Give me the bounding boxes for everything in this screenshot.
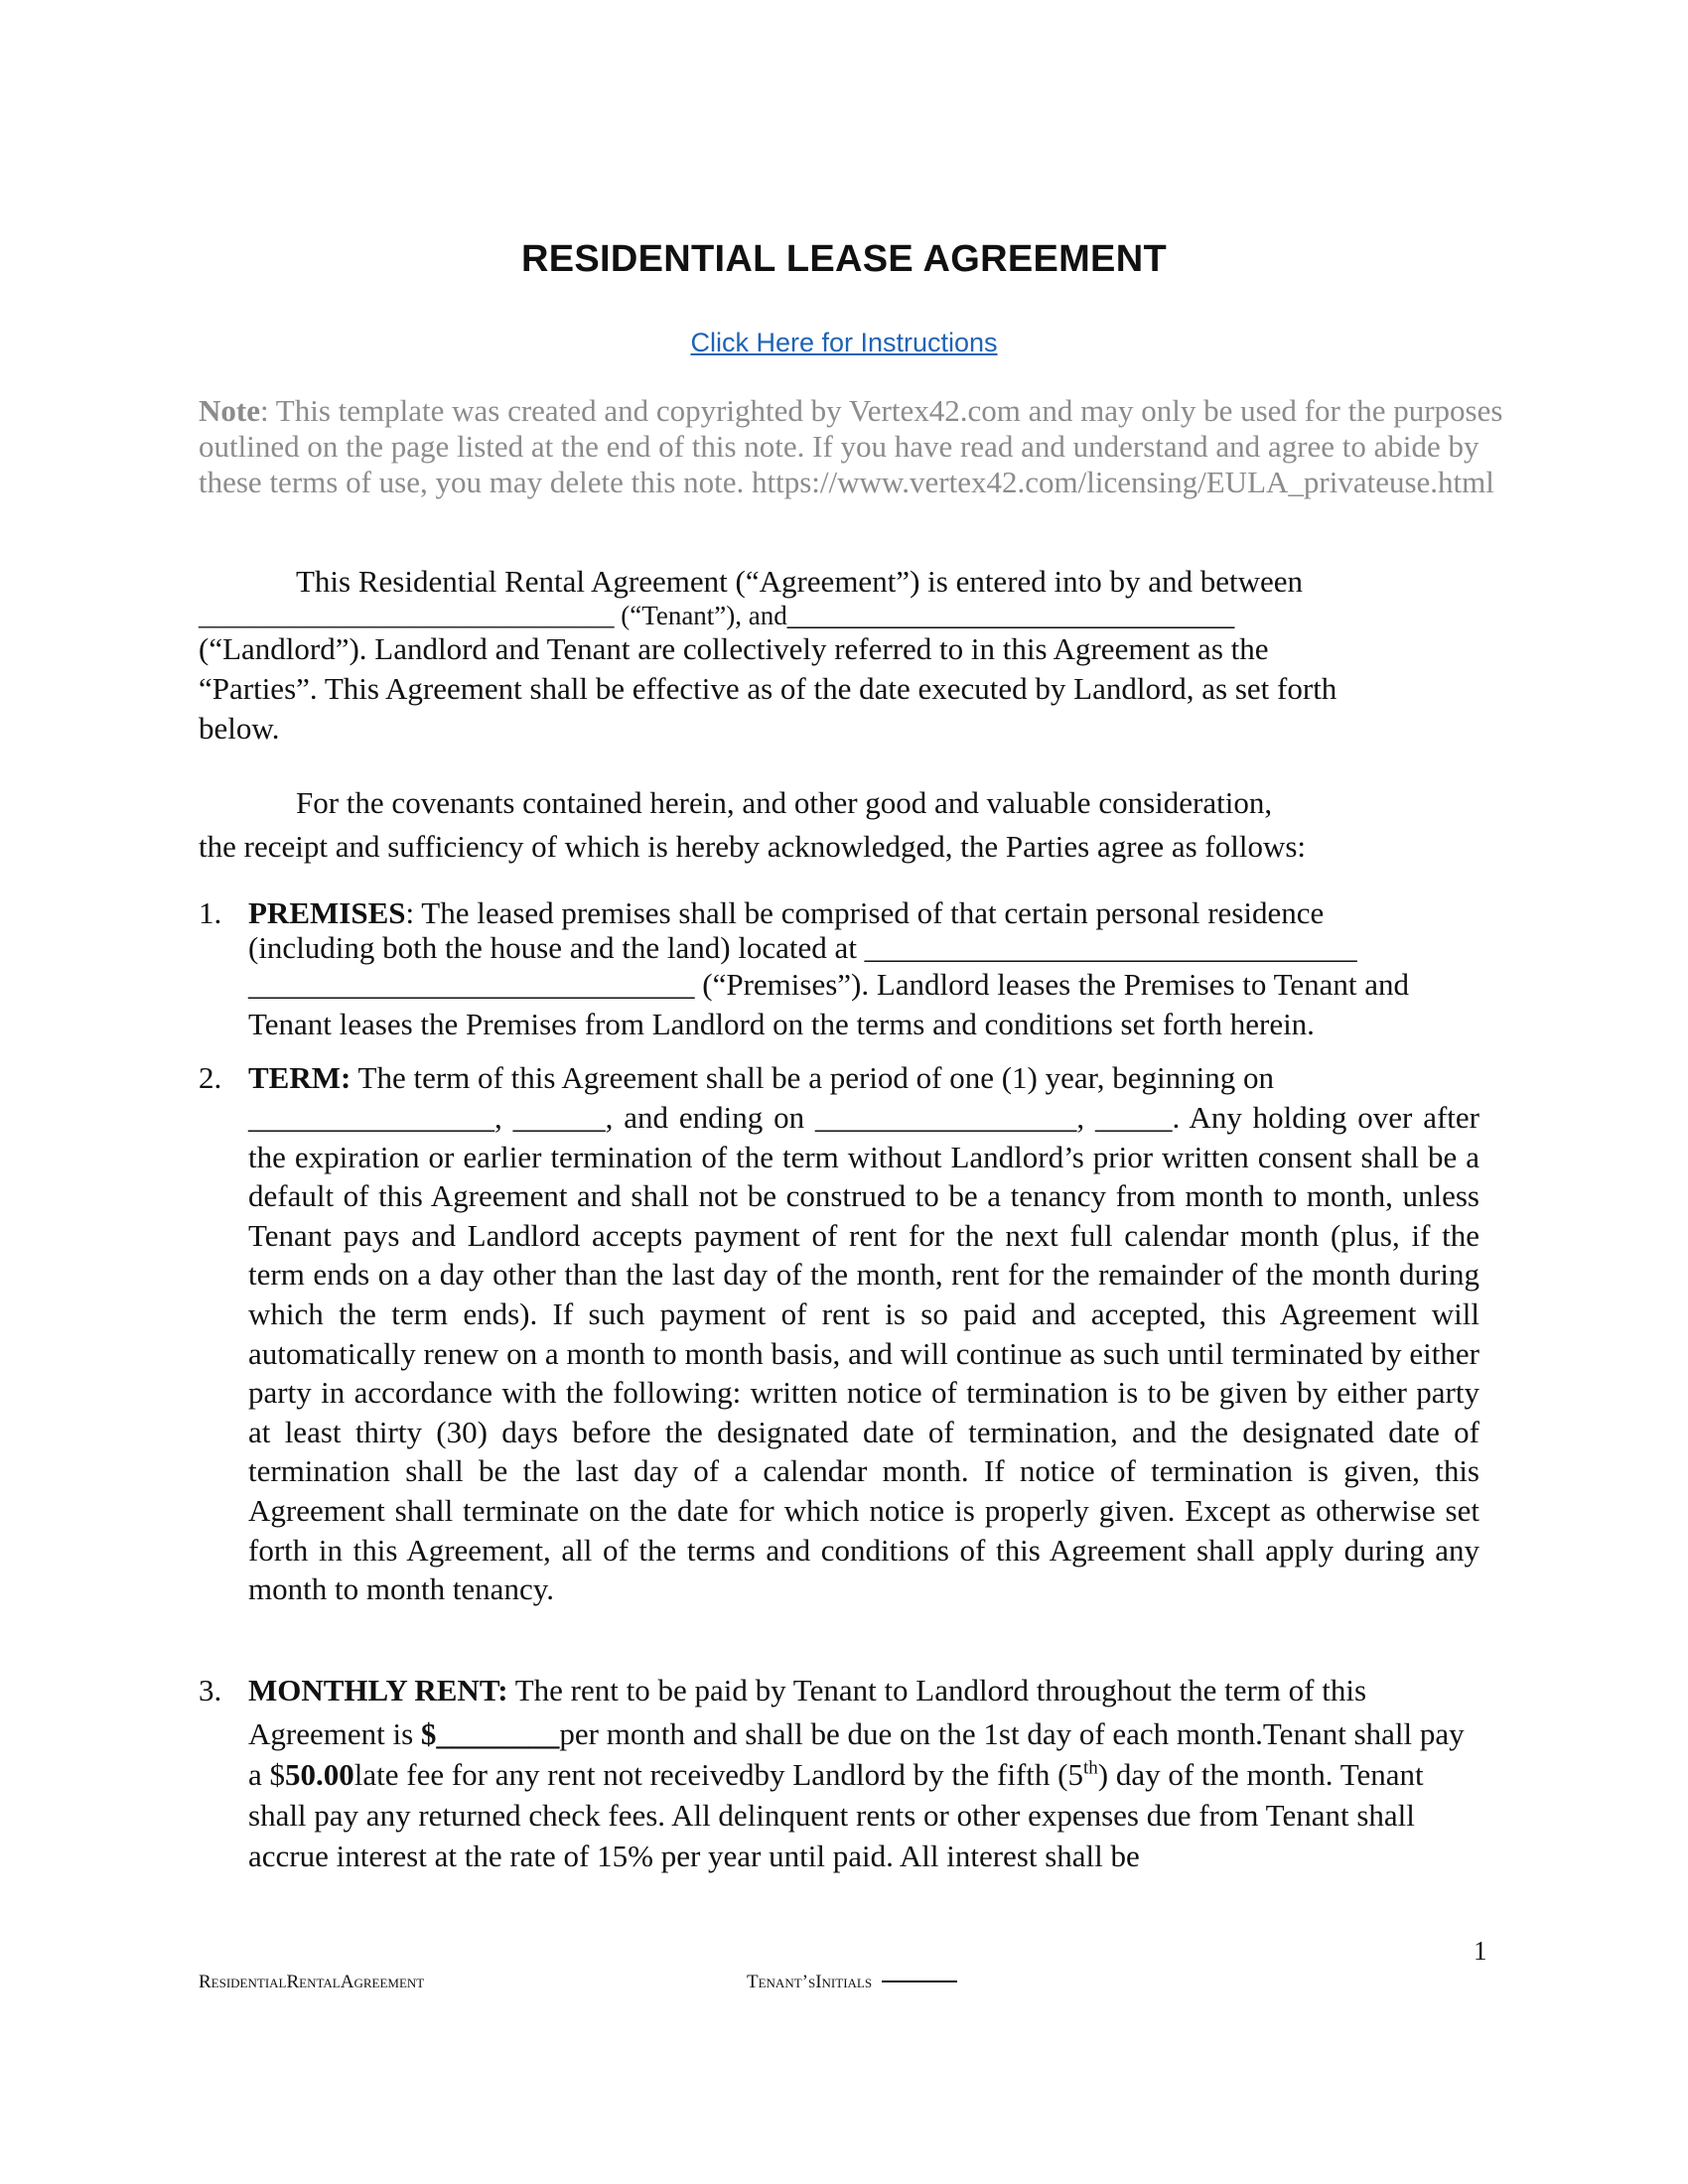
- section-1-line-4: Tenant leases the Premises from Landlord on the terms and conditions set forth herein.: [248, 1007, 1315, 1041]
- section-2-text: The term of this Agreement shall be a period of one (1) year, beginning on: [351, 1060, 1274, 1095]
- section-1-number: 1.: [199, 895, 222, 930]
- tenant-label: (“Tenant”), and: [614, 601, 787, 630]
- intro-line-2: [199, 597, 1234, 632]
- section-1-text: : The leased premises shall be comprised of that certain personal residence: [405, 895, 1325, 930]
- section-2-number: 2.: [199, 1060, 222, 1095]
- rent-text-2: per month and shall be due on the 1st day of each month.Tenant shall pay a $: [248, 1716, 1465, 1792]
- intro-line-5: below.: [199, 711, 280, 746]
- section-3-text: The rent to be paid by Tenant to Landlord throughout the term of this: [507, 1673, 1367, 1707]
- section-1-line-1: [248, 895, 1324, 931]
- covenants-line-2: the receipt and sufficiency of which is hereby acknowledged, the Parties agree as follows:: [199, 829, 1307, 864]
- rent-text-1: Agreement is: [248, 1716, 421, 1751]
- document-title: RESIDENTIAL LEASE AGREEMENT: [521, 238, 1167, 280]
- covenants-line-1: For the covenants contained herein, and other good and valuable consideration,: [296, 785, 1273, 820]
- section-1-line-3: _____________________________ (“Premises”). Landlord leases the Premises to Tenant and: [248, 967, 1410, 1002]
- section-2-body: ________________, ______, and ending on _________________, _____. Any holding over after the expiration or earlier termination of the term without Landlord’s prior written consent shall be a default of this Agreement and shall not be construed to be a tenancy from month to month, unless Tenant pays and Landlord accepts payment of rent for the next full calendar month (plus, if the term ends on a day other than the last day of the month, rent for the remainder of the month during which the term ends). If such payment of rent is so paid and accepted, this Agreement will automatically renew on a month to month basis, and will continue as such until terminated by either party in accordance with the following: written notice of termination is to be given by either party at least thirty (30) days before the designated date of termination, and the designated date of termination shall be the last day of a calendar month. If notice of termination is given, this Agreement shall terminate on the date for which notice is properly given. Except as otherwise set forth in this Agreement, all of the terms and conditions of this Agreement shall apply during any month to month tenancy.: [248, 1100, 1479, 1607]
- note-label: Note: [199, 393, 260, 428]
- section-3-number: 3.: [199, 1673, 222, 1707]
- section-2-heading: TERM:: [248, 1060, 352, 1095]
- section-3-heading: MONTHLY RENT:: [248, 1673, 508, 1707]
- footer-document-name: ResidentialRentalAgreement: [199, 1972, 425, 1992]
- intro-line-4: “Parties”. This Agreement shall be effective as of the date executed by Landlord, as set forth: [199, 671, 1337, 706]
- late-fee-amount: 50.00: [285, 1757, 354, 1792]
- template-note: [199, 393, 1509, 500]
- instructions-link[interactable]: Click Here for Instructions: [690, 328, 998, 357]
- rent-text-4: ) day of the month. Tenant shall pay any returned check fees. All delinquent rents or other expenses due from Tenant shall accrue interest at the rate of 15% per year until paid. All interest shall be: [248, 1757, 1424, 1873]
- intro-line-1: This Residential Rental Agreement (“Agreement”) is entered into by and between: [296, 564, 1304, 599]
- section-3-line-1: [248, 1673, 1366, 1708]
- ordinal-superscript: th: [1083, 1757, 1098, 1779]
- rent-amount-blank: $________: [420, 1716, 560, 1751]
- page-number: 1: [1474, 1936, 1487, 1966]
- section-1-heading: PREMISES: [248, 895, 406, 930]
- landlord-name-blank: ______________________________: [786, 597, 1234, 631]
- section-2-line-1: [248, 1060, 1274, 1096]
- intro-line-3: (“Landlord”). Landlord and Tenant are collectively referred to in this Agreement as the: [199, 631, 1269, 666]
- footer-initials-label: Tenant’sInitials: [747, 1972, 873, 1992]
- footer-initials: [747, 1972, 957, 1993]
- note-text: : This template was created and copyrighted by Vertex42.com and may only be used for the purposes outlined on the page listed at the end of this note. If you have read and understand and agree to abide by these terms of use, you may delete this note. https://www.vertex42.com/licensing/EULA_privateuse.html: [199, 393, 1503, 499]
- tenant-name-blank: _______________________________: [199, 601, 615, 630]
- rent-text-3: late fee for any rent not receivedby Landlord by the fifth (5: [353, 1757, 1083, 1792]
- section-3-body: [248, 1713, 1479, 1876]
- section-1-line-2: (including both the house and the land) located at ________________________________: [248, 930, 1357, 965]
- initials-line: [882, 1980, 957, 1982]
